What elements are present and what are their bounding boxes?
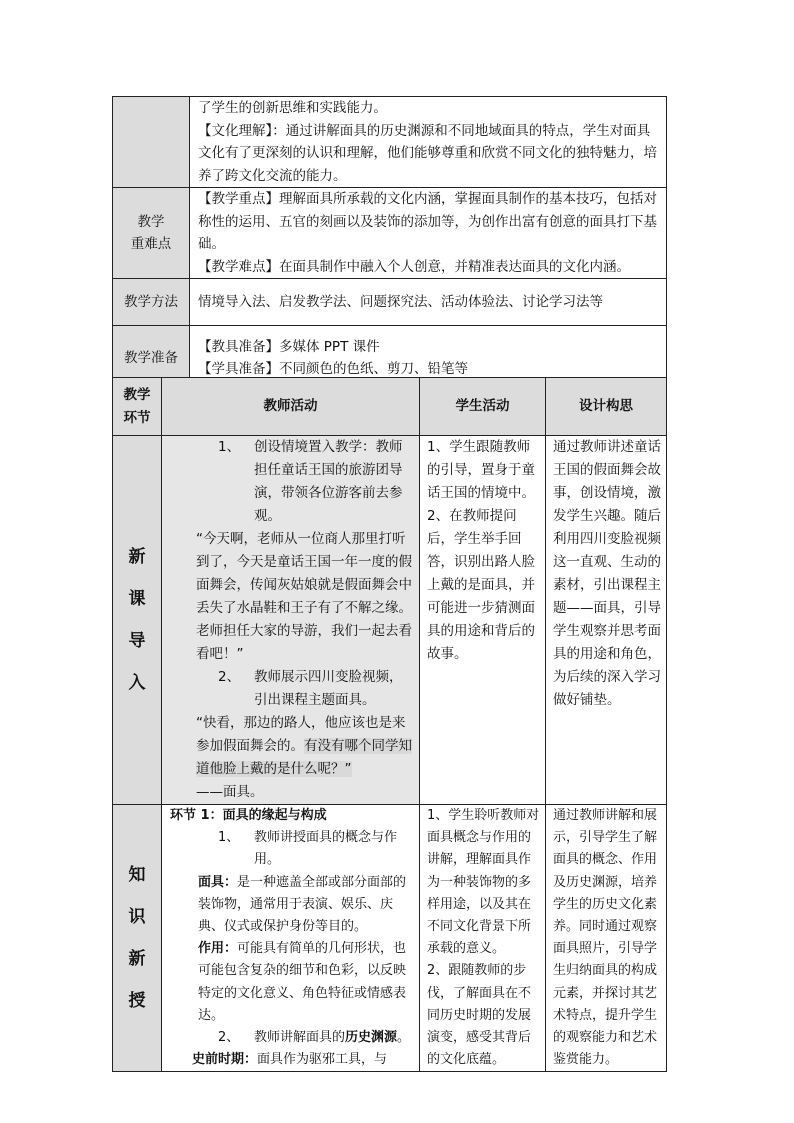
function-text: 可能具有简单的几何形状，也可能包含复杂的细节和色彩，以反映特定的文化意义、角色特征或情感表达。	[198, 941, 407, 1023]
step-text: 创设情境置入教学：教师担任童话王国的旅游团导演，带领各位游客前去参观。	[254, 439, 403, 524]
definition-label: 面具：	[198, 874, 238, 890]
culture-text: ：通过讲解面具的历史渊源和不同地域面具的特点，学生对面具文化有了更深刻的认识和理解，他们能够尊重和欣赏不同文化的独特魅力，培养了跨文化交流的能力。	[198, 122, 657, 184]
step-text: 教师展示四川变脸视频，引出课程主题面具。	[254, 669, 403, 708]
intro-answer: ——面具。	[196, 784, 264, 800]
methods-label: 教学方法	[113, 279, 190, 326]
prehistoric	[192, 1049, 413, 1071]
knowledge-stage-label	[113, 805, 162, 1072]
stage-header	[113, 378, 162, 436]
intro-quote: “今天啊，老师从一位商人那里打听到了，今天是童话王国一年一度的假面舞会，传闻灰姑娘就是假面舞会中丢失了水晶鞋和王子有了不解之缘。老师担任大家的导游，我们一起去看看吧！”	[196, 531, 412, 662]
step-number: 1、	[218, 439, 241, 455]
goals-content	[190, 97, 667, 188]
step-text: 。	[397, 1030, 411, 1046]
goals-row	[113, 97, 667, 188]
teaching-process-table	[112, 377, 667, 1072]
knowledge-teacher-activity	[162, 805, 420, 1072]
key-points-label	[113, 188, 190, 279]
key-points-content	[190, 188, 667, 279]
quote-part: “快看，那边的路人，他应该也是来参加假面舞会的。	[196, 715, 406, 754]
intro-student-activity: 1、学生跟随教师的引导，置身于童话王国的情境中。 2、在教师提问后，学生举手回答，识别出路人脸上戴的是面具，并可能进一步猜测面具的用途和背后的故事。	[420, 436, 546, 805]
knowledge-step-1	[198, 827, 413, 871]
knowledge-row	[113, 805, 667, 1072]
intro-row	[113, 436, 667, 805]
stage-header-l1: 教学	[123, 387, 151, 403]
prehistoric-text: 面具作为驱邪工具，与	[257, 1052, 388, 1068]
difficulty-point	[198, 256, 660, 279]
knowledge-design: 通过教师讲解和展示，引导学生了解面具的概念、作用及历史渊源，培养学生的历史文化素养。同时通过观察面具照片，引导学生归纳面具的构成元素，并探讨其艺术特点，提升学生的观察能力和艺术鉴赏能力。	[546, 805, 667, 1072]
lesson-info-table	[112, 96, 667, 391]
section-title: 环节 1：面具的缘起与构成	[170, 808, 327, 823]
methods-row	[113, 279, 667, 326]
knowledge-stage-char: 知	[128, 865, 146, 886]
key-points-label-l1: 教学	[137, 213, 165, 230]
highlighted-question: 有没有哪个同学知道他脸上戴的是什么呢？”	[196, 738, 412, 777]
function	[198, 938, 413, 1027]
stage-header-l2: 环节	[123, 409, 151, 426]
intro-stage-char: 导	[128, 631, 146, 651]
preparation-label: 教学准备	[113, 326, 190, 391]
key-points-row	[113, 188, 667, 279]
teacher-prep: 【教具准备】多媒体 PPT 课件	[198, 338, 380, 355]
function-label: 作用：	[198, 941, 238, 957]
goals-label-cell	[113, 97, 190, 188]
definition-text: 是一种遮盖全部或部分面部的装饰物，通常用于表演、娱乐、庆典、仪式或保护身份等目的。	[198, 874, 407, 935]
goals-line0: 了学生的创新思维和实践能力。	[198, 100, 387, 116]
intro-stage-char: 入	[128, 673, 146, 693]
step-number: 2、	[218, 1030, 240, 1046]
intro-step-2	[196, 666, 413, 712]
focus-label: 【教学重点】	[198, 191, 279, 207]
intro-stage-char: 课	[128, 589, 146, 609]
focus-point	[198, 188, 660, 256]
definition	[198, 872, 413, 939]
difficulty-text: 在面具制作中融入个人创意，并精准表达面具的文化内涵。	[279, 258, 630, 275]
step-text: 教师讲解面具的	[254, 1030, 346, 1046]
intro-stage-label	[113, 436, 162, 805]
step-text: 教师讲授面具的概念与作用。	[254, 830, 398, 868]
design-header: 设计构思	[546, 378, 667, 436]
knowledge-stage-char: 新	[128, 949, 146, 970]
intro-design: 通过教师讲述童话王国的假面舞会故事，创设情境，激发学生兴趣。随后利用四川变脸视频这一直观、生动的素材，引出课程主题——面具，引导学生观察并思考面具的用途和角色，为后续的深入学习做好铺垫。	[546, 436, 667, 805]
student-prep: 【学具准备】不同颜色的色纸、剪刀、铅笔等	[198, 361, 468, 377]
culture-goal	[198, 120, 660, 188]
step-text-bold: 历史渊源	[345, 1030, 398, 1046]
knowledge-stage-char: 识	[128, 907, 146, 928]
difficulty-label: 【教学难点】	[198, 258, 279, 275]
focus-text: 理解面具所承载的文化内涵，掌握面具制作的基本技巧，包括对称性的运用、五官的刻画以及装饰的添加等，为创作出富有创意的面具打下基础。	[198, 191, 657, 252]
teacher-activity-header: 教师活动	[162, 378, 420, 436]
student-activity-header: 学生活动	[420, 378, 546, 436]
prehistoric-label: 史前时期：	[192, 1052, 258, 1068]
key-points-label-l2: 重难点	[130, 236, 172, 252]
knowledge-step-2	[198, 1027, 413, 1049]
culture-label: 【文化理解】	[198, 122, 273, 139]
process-header-row	[113, 378, 667, 436]
knowledge-student-activity: 1、学生聆听教师对面具概念与作用的讲解，理解面具作为一种装饰物的多样用途，以及其在不同文化背景下所承载的意义。 2、跟随教师的步伐，了解面具在不同历史时期的发展演变，感受其背后的文化底蕴。	[420, 805, 546, 1072]
intro-stage-char: 新	[128, 547, 146, 567]
step-number: 2、	[218, 669, 241, 685]
knowledge-stage-char: 授	[128, 991, 146, 1012]
intro-teacher-activity	[162, 436, 420, 805]
intro-step-1	[196, 436, 413, 528]
methods-text: 情境导入法、启发教学法、问题探究法、活动体验法、讨论学习法等	[190, 279, 667, 326]
step-number: 1、	[218, 830, 240, 846]
intro-quote-2	[196, 712, 413, 781]
